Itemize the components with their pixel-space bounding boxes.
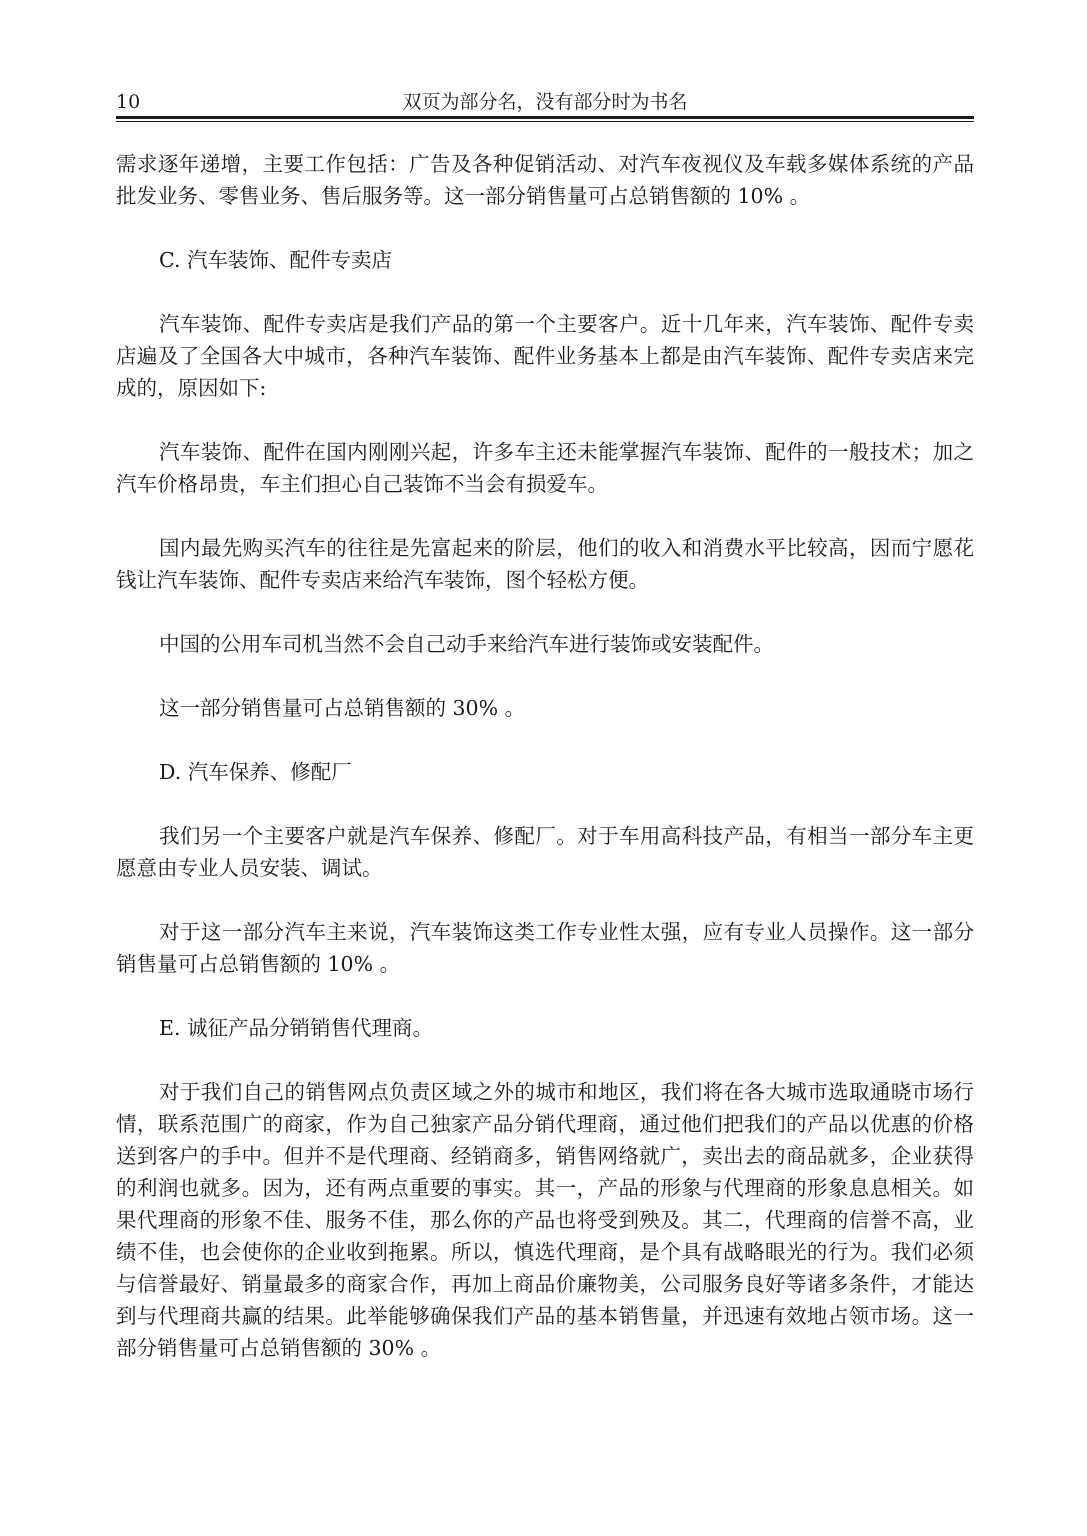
running-title: 双页为部分名，没有部分时为书名	[402, 91, 688, 113]
page-number: 10	[116, 91, 141, 113]
section-heading-d: D. 汽车保养、修配厂	[159, 760, 352, 784]
paragraph: 汽车装饰、配件在国内刚刚兴起，许多车主还未能掌握汽车装饰、配件的一般技术；加之汽车价格昂贵，车主们担心自己装饰不当会有损爱车。	[116, 440, 974, 496]
paragraph: 对于我们自己的销售网点负责区域之外的城市和地区，我们将在各大城市选取通晓市场行情，联系范围广的商家，作为自己独家产品分销代理商，通过他们把我们的产品以优惠的价格送到客户的手中。但并不是代理商、经销商多，销售网络就广，卖出去的商品就多，企业获得的利润也就多。因为，还有两点重要的事实。其一，产品的形象与代理商的形象息息相关。如果代理商的形象不佳、服务不佳，那么你的产品也将受到殃及。其二，代理商的信誉不高，业绩不佳，也会使你的企业收到拖累。所以，慎选代理商，是个具有战略眼光的行为。我们必须与信誉最好、销量最多的商家合作，再加上商品价廉物美，公司服务良好等诸多条件，才能达到与代理商共赢的结果。此举能够确保我们产品的基本销售量，并迅速有效地占领市场。这一部分销售量可占总销售额的 30% 。	[116, 1080, 974, 1360]
section-heading-e: E. 诚征产品分销销售代理商。	[159, 1016, 433, 1040]
page-header	[116, 88, 974, 116]
paragraph: 国内最先购买汽车的往往是先富起来的阶层，他们的收入和消费水平比较高，因而宁愿花钱让汽车装饰、配件专卖店来给汽车装饰，图个轻松方便。	[116, 536, 974, 592]
paragraph: 这一部分销售量可占总销售额的 30% 。	[159, 696, 526, 720]
paragraph: 汽车装饰、配件专卖店是我们产品的第一个主要客户。近十几年来，汽车装饰、配件专卖店遍及了全国各大中城市，各种汽车装饰、配件业务基本上都是由汽车装饰、配件专卖店来完成的，原因如下:	[116, 312, 974, 400]
header-rule-thin	[116, 121, 974, 122]
document-page	[116, 0, 974, 1536]
body-text	[116, 148, 974, 1396]
paragraph-continuation: 需求逐年递增，主要工作包括：广告及各种促销活动、对汽车夜视仪及车载多媒体系统的产品批发业务、零售业务、售后服务等。这一部分销售量可占总销售额的 10% 。	[116, 152, 974, 208]
paragraph: 对于这一部分汽车主来说，汽车装饰这类工作专业性太强，应有专业人员操作。这一部分销售量可占总销售额的 10% 。	[116, 920, 974, 976]
section-heading-c: C. 汽车装饰、配件专卖店	[159, 248, 392, 272]
paragraph: 中国的公用车司机当然不会自己动手来给汽车进行装饰或安装配件。	[159, 632, 774, 656]
header-rule-thick	[116, 116, 974, 119]
paragraph: 我们另一个主要客户就是汽车保养、修配厂。对于车用高科技产品，有相当一部分车主更愿意由专业人员安装、调试。	[116, 824, 974, 880]
